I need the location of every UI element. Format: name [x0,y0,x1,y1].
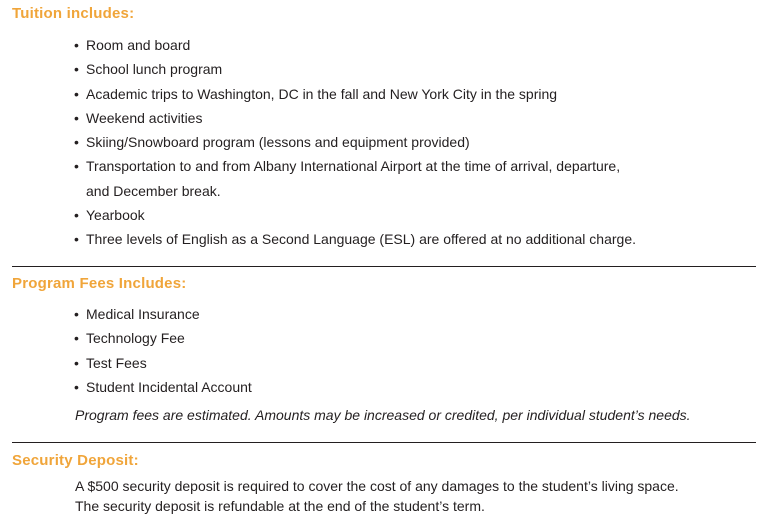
list-item: • Student Incidental Account [74,375,252,399]
divider [12,266,756,267]
bullet-icon: • [74,378,79,395]
list-item: • Medical Insurance [74,302,252,326]
program-fees-list [74,302,252,399]
list-item: • Three levels of English as a Second Language (ESL) are offered at no additional charge. [74,227,636,251]
list-item-continuation: and December break. [86,182,221,199]
program-fees-heading: Program Fees Includes: [12,275,187,292]
list-item: • Academic trips to Washington, DC in the fall and New York City in the spring [74,82,636,106]
tuition-heading: Tuition includes: [12,5,135,22]
security-deposit-text [75,476,679,516]
list-item: • Technology Fee [74,326,252,350]
list-item: • Weekend activities [74,106,636,130]
list-item: • Room and board [74,33,636,57]
security-deposit-line: A $500 security deposit is required to cover the cost of any damages to the student’s living space. [75,478,679,494]
tuition-list [74,33,636,252]
bullet-icon: • [74,109,79,126]
security-deposit-line: The security deposit is refundable at the end of the student’s term. [75,498,485,514]
bullet-icon: • [74,85,79,102]
bullet-icon: • [74,158,79,175]
bullet-icon: • [74,231,79,248]
list-item: • Test Fees [74,351,252,375]
list-item: • Yearbook [74,203,636,227]
list-item: • Transportation to and from Albany International Airport at the time of arrival, departure, and December break. [74,154,636,203]
bullet-icon: • [74,330,79,347]
bullet-icon: • [74,134,79,151]
bullet-icon: • [74,61,79,78]
divider [12,442,756,443]
list-item: • Skiing/Snowboard program (lessons and equipment provided) [74,130,636,154]
program-fees-note: Program fees are estimated. Amounts may be increased or credited, per individual student’s needs. [75,407,691,423]
security-deposit-heading: Security Deposit: [12,452,139,469]
bullet-icon: • [74,207,79,224]
bullet-icon: • [74,306,79,322]
bullet-icon: • [74,354,79,371]
bullet-icon: • [74,37,79,53]
list-item: • School lunch program [74,57,636,81]
